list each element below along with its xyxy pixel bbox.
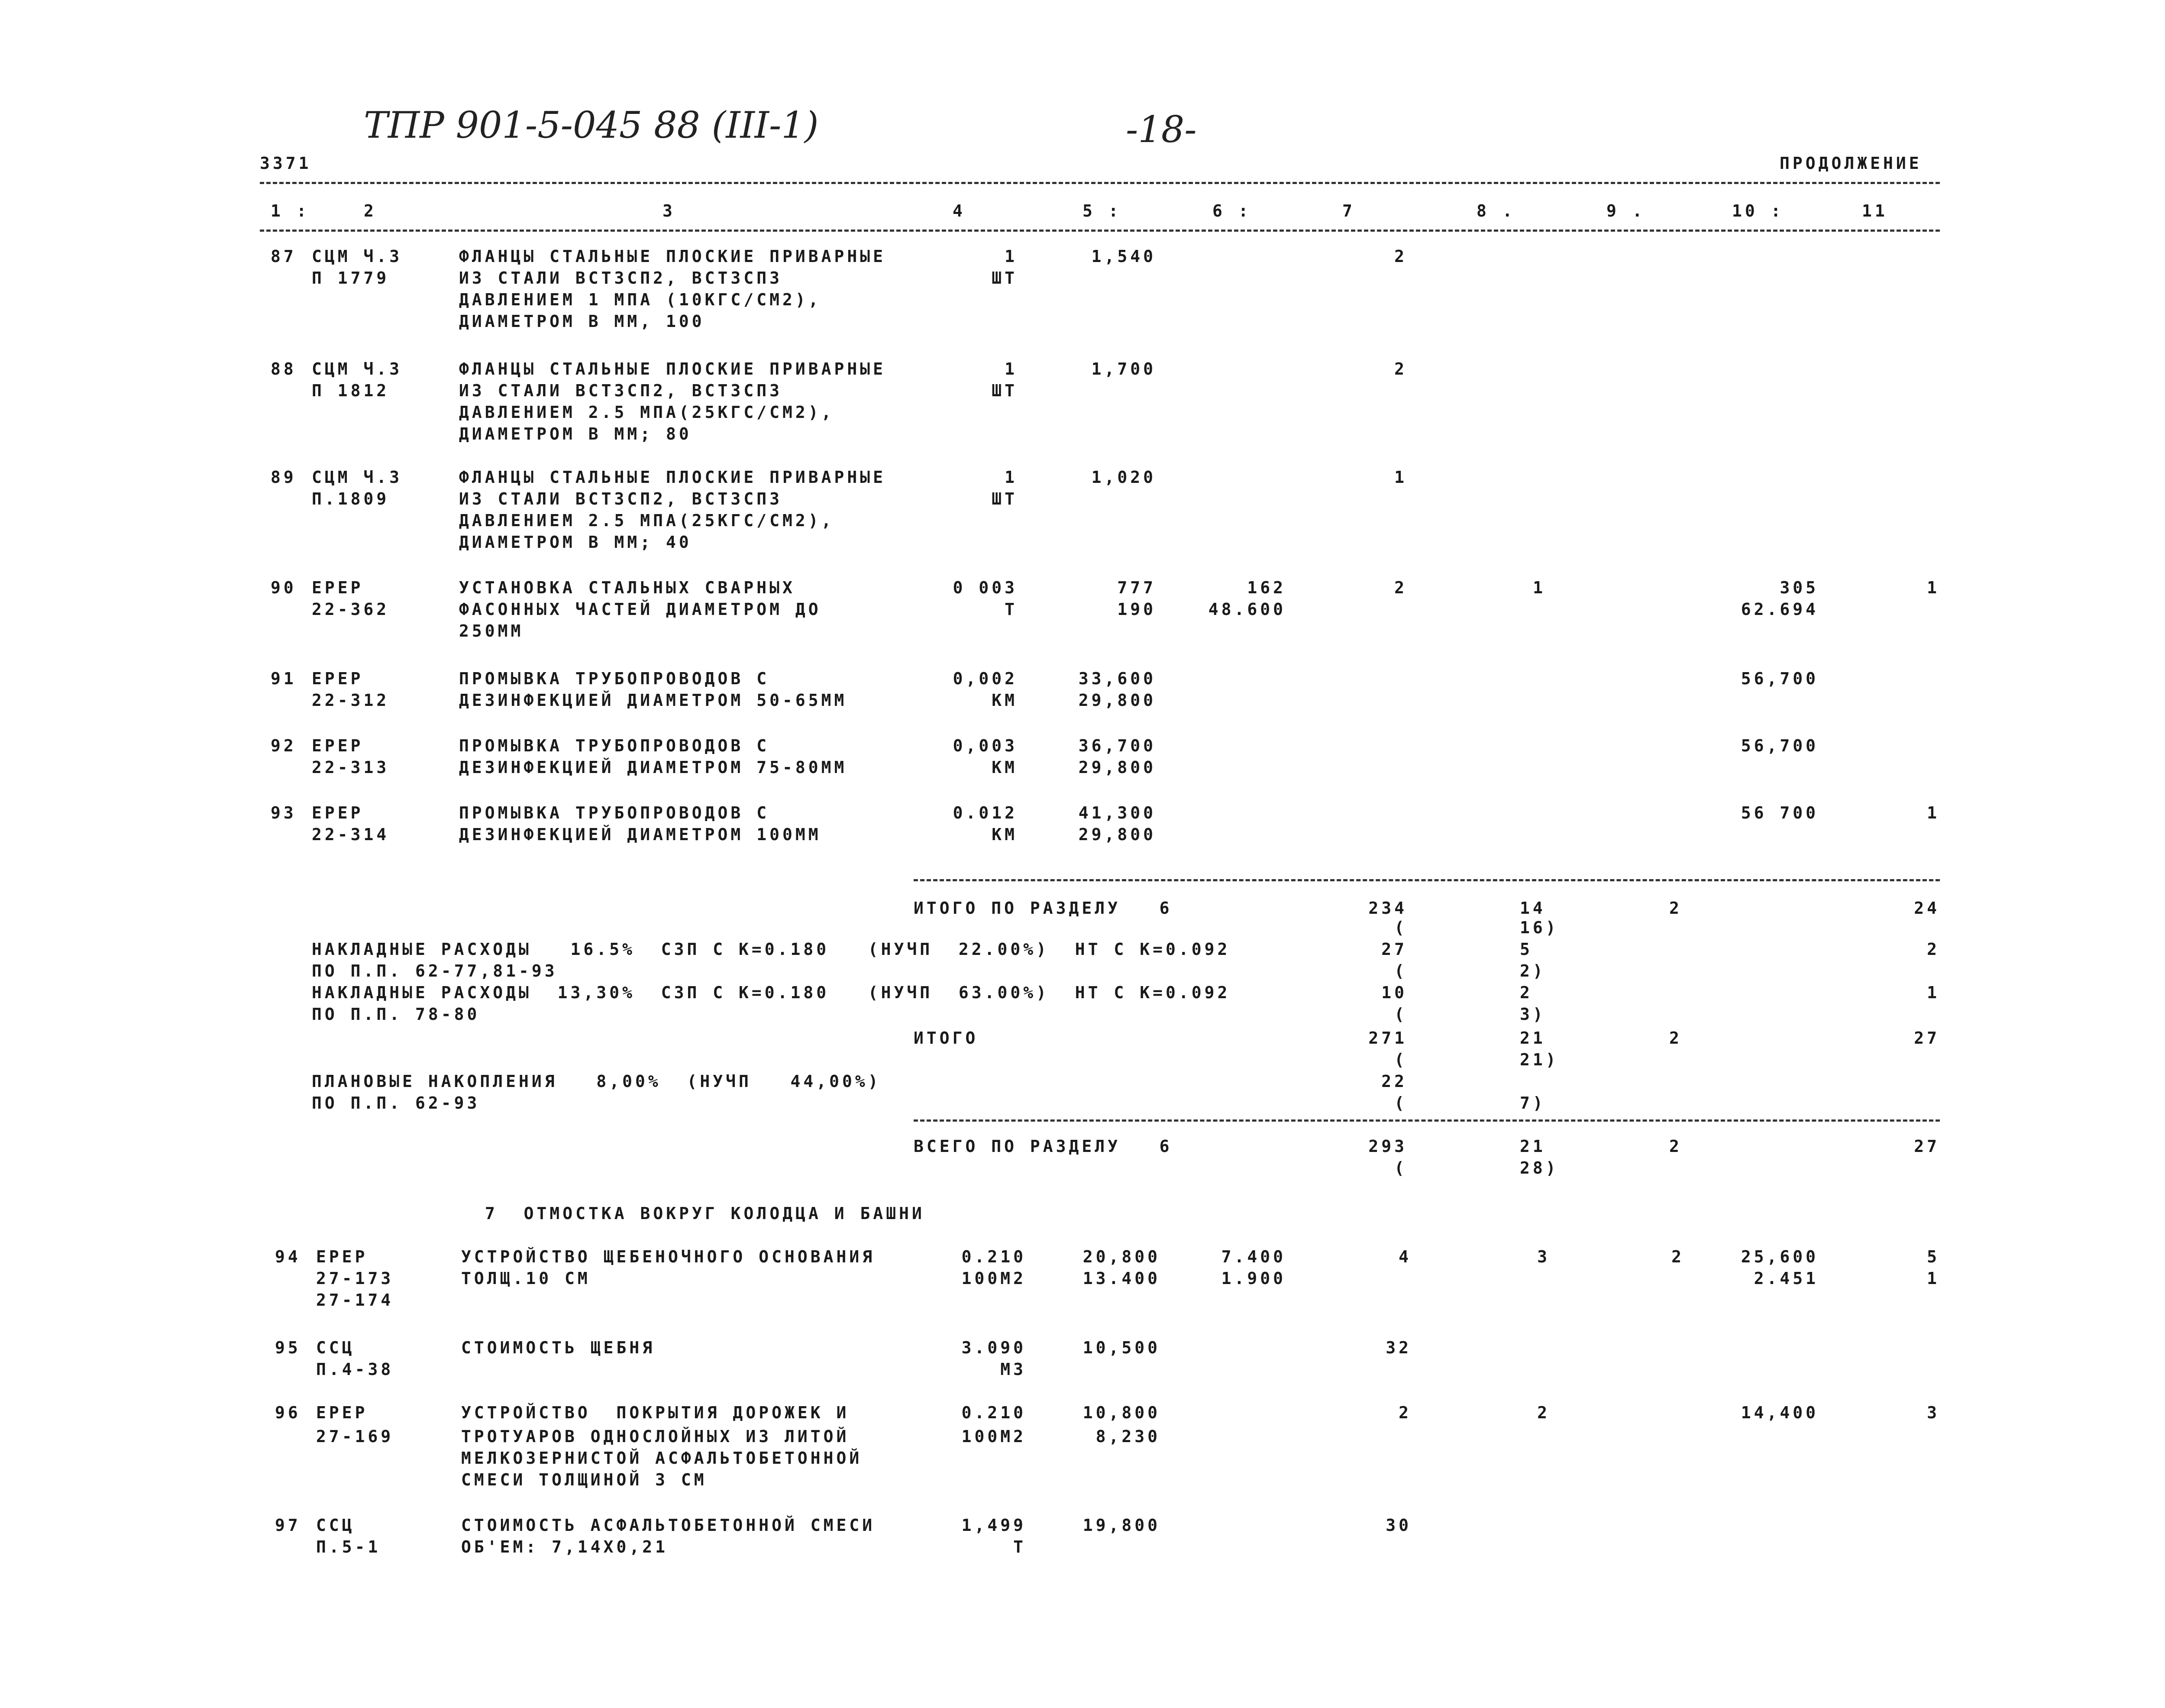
- row-desc: ИЗ СТАЛИ ВСТ3СП2, ВСТ3СП3: [459, 489, 782, 508]
- row-desc: ДЕЗИНФЕКЦИЕЙ ДИАМЕТРОМ 75-80ММ: [459, 758, 847, 777]
- row-c5: 8,230: [1095, 1427, 1160, 1446]
- row-c10: 56 700: [1741, 803, 1819, 822]
- row-code: 27-173: [316, 1269, 394, 1288]
- row-code: ССЦ: [316, 1338, 355, 1357]
- row-desc: ФЛАНЦЫ СТАЛЬНЫЕ ПЛОСКИЕ ПРИВАРНЫЕ: [459, 247, 886, 266]
- row-number: 88: [271, 359, 297, 378]
- row-desc: ФЛАНЦЫ СТАЛЬНЫЕ ПЛОСКИЕ ПРИВАРНЫЕ: [459, 468, 886, 487]
- row-unit: ШТ: [992, 268, 1018, 288]
- row-desc: ТОЛЩ.10 СМ: [461, 1269, 591, 1288]
- row-number: 91: [271, 669, 297, 688]
- row-c7: 2: [1394, 247, 1407, 266]
- col-header-8: 8 .: [1477, 201, 1516, 220]
- row-qty: 0,003: [953, 736, 1018, 755]
- row-qty: 1: [1005, 247, 1018, 266]
- row-qty: 1: [1005, 359, 1018, 378]
- row-c10: 62.694: [1741, 600, 1819, 619]
- summary-top-rule: [914, 879, 1940, 881]
- summary-c8: 3): [1520, 1005, 1546, 1024]
- col-header-9: 9 .: [1606, 201, 1645, 220]
- row-c7: 2: [1394, 359, 1407, 378]
- row-c5: 41,300: [1078, 803, 1156, 822]
- summary-text: НАКЛАДНЫЕ РАСХОДЫ 13,30% СЗП С К=0.180 (НУЧП 63.00%) НТ С К=0.092: [312, 983, 1231, 1002]
- row-c5: 29,800: [1078, 691, 1156, 710]
- row-c11: 1: [1927, 578, 1940, 597]
- row-unit: Т: [1013, 1537, 1026, 1556]
- summary-c8: 7): [1520, 1093, 1546, 1113]
- summary-c7: (: [1394, 1158, 1407, 1177]
- summary-mid-rule: [914, 1119, 1940, 1122]
- page-number: -18-: [1126, 108, 1197, 151]
- row-number: 95: [275, 1338, 301, 1357]
- row-c10: 14,400: [1741, 1403, 1819, 1422]
- summary-text: ПО П.П. 78-80: [312, 1005, 480, 1024]
- row-code: П 1812: [312, 381, 390, 400]
- row-c7: 30: [1386, 1516, 1412, 1535]
- row-desc: МЕЛКОЗЕРНИСТОЙ АСФАЛЬТОБЕТОННОЙ: [461, 1449, 863, 1468]
- header-bottom-rule: [260, 230, 1940, 232]
- row-code: П.5-1: [316, 1537, 381, 1556]
- row-code: СЦМ Ч.3: [312, 359, 403, 378]
- row-qty: 0 003: [953, 578, 1018, 597]
- row-code: 27-169: [316, 1427, 394, 1446]
- col-header-7: 7: [1342, 201, 1355, 220]
- col-header-6: 6 :: [1212, 201, 1251, 220]
- row-unit: Т: [1005, 600, 1018, 619]
- row-desc: СТОИМОСТЬ ЩЕБНЯ: [461, 1338, 656, 1357]
- col-header-2: 2: [364, 201, 377, 220]
- row-c6: 1.900: [1221, 1269, 1286, 1288]
- row-code: П 1779: [312, 268, 390, 288]
- row-c5: 1,540: [1091, 247, 1156, 266]
- row-c5: 29,800: [1078, 758, 1156, 777]
- col-header-1: 1 :: [271, 201, 310, 220]
- section-title: 7 ОТМОСТКА ВОКРУГ КОЛОДЦА И БАШНИ: [485, 1204, 925, 1223]
- row-desc: ДИАМЕТРОМ В ММ, 100: [459, 312, 705, 331]
- row-code: СЦМ Ч.3: [312, 247, 403, 266]
- row-unit: КМ: [992, 691, 1018, 710]
- row-unit: 100М2: [961, 1269, 1026, 1288]
- row-qty: 3.090: [961, 1338, 1026, 1357]
- row-desc: УСТАНОВКА СТАЛЬНЫХ СВАРНЫХ: [459, 578, 795, 597]
- row-c7: 1: [1394, 468, 1407, 487]
- row-number: 90: [271, 578, 297, 597]
- summary-c9: 2: [1669, 1137, 1682, 1156]
- summary-c11: 24: [1914, 899, 1940, 918]
- summary-c11: 2: [1927, 940, 1940, 959]
- summary-c7: 234: [1368, 899, 1407, 918]
- row-unit: КМ: [992, 825, 1018, 844]
- row-desc: ДЕЗИНФЕКЦИЕЙ ДИАМЕТРОМ 100ММ: [459, 825, 821, 844]
- row-c11: 1: [1927, 1269, 1940, 1288]
- row-unit: М3: [1000, 1360, 1026, 1379]
- row-number: 94: [275, 1247, 301, 1266]
- row-desc: ДАВЛЕНИЕМ 2.5 МПА(25КГС/СМ2),: [459, 403, 834, 422]
- row-c10: 25,600: [1741, 1247, 1819, 1266]
- summary-label: ВСЕГО ПО РАЗДЕЛУ 6: [914, 1137, 1173, 1156]
- summary-c9: 2: [1669, 1029, 1682, 1048]
- col-header-5: 5 :: [1082, 201, 1121, 220]
- summary-text: ПО П.П. 62-93: [312, 1093, 480, 1113]
- row-c5: 36,700: [1078, 736, 1156, 755]
- summary-c8: 16): [1520, 918, 1559, 937]
- summary-c8: 21): [1520, 1050, 1559, 1069]
- summary-label: ИТОГО ПО РАЗДЕЛУ 6: [914, 899, 1173, 918]
- row-number: 93: [271, 803, 297, 822]
- summary-c7: (: [1394, 1005, 1407, 1024]
- row-c5: 10,800: [1082, 1403, 1160, 1422]
- row-qty: 0,002: [953, 669, 1018, 688]
- row-c6: 162: [1247, 578, 1286, 597]
- row-c7: 2: [1399, 1403, 1412, 1422]
- row-c5: 33,600: [1078, 669, 1156, 688]
- row-c11: 3: [1927, 1403, 1940, 1422]
- row-desc: СТОИМОСТЬ АСФАЛЬТОБЕТОННОЙ СМЕСИ: [461, 1516, 876, 1535]
- summary-text: ПО П.П. 62-77,81-93: [312, 961, 558, 980]
- row-c8: 2: [1537, 1403, 1550, 1422]
- row-desc: ПРОМЫВКА ТРУБОПРОВОДОВ С: [459, 803, 770, 822]
- row-unit: ШТ: [992, 489, 1018, 508]
- row-number: 87: [271, 247, 297, 266]
- row-code: ЕРЕР: [316, 1403, 368, 1422]
- row-qty: 1,499: [961, 1516, 1026, 1535]
- row-c10: 2.451: [1754, 1269, 1819, 1288]
- summary-c7: 271: [1368, 1029, 1407, 1048]
- row-desc: ДАВЛЕНИЕМ 2.5 МПА(25КГС/СМ2),: [459, 511, 834, 530]
- row-c8: 3: [1537, 1247, 1550, 1266]
- row-c5: 20,800: [1082, 1247, 1160, 1266]
- row-desc: УСТРОЙСТВО ПОКРЫТИЯ ДОРОЖЕК И: [461, 1403, 850, 1422]
- col-header-10: 10 :: [1732, 201, 1784, 220]
- col-header-3: 3: [662, 201, 675, 220]
- row-unit: КМ: [992, 758, 1018, 777]
- row-qty: 1: [1005, 468, 1018, 487]
- summary-c8: 21: [1520, 1137, 1546, 1156]
- row-desc: ДИАМЕТРОМ В ММ; 40: [459, 533, 692, 552]
- row-code: ЕРЕР: [312, 803, 364, 822]
- summary-text: ПЛАНОВЫЕ НАКОПЛЕНИЯ 8,00% (НУЧП 44,00%): [312, 1072, 881, 1091]
- row-code: 27-174: [316, 1291, 394, 1310]
- row-desc: ФЛАНЦЫ СТАЛЬНЫЕ ПЛОСКИЕ ПРИВАРНЫЕ: [459, 359, 886, 378]
- row-c5: 13.400: [1082, 1269, 1160, 1288]
- row-c7: 2: [1394, 578, 1407, 597]
- summary-text: НАКЛАДНЫЕ РАСХОДЫ 16.5% СЗП С К=0.180 (НУЧП 22.00%) НТ С К=0.092: [312, 940, 1231, 959]
- row-c5: 1,700: [1091, 359, 1156, 378]
- row-number: 89: [271, 468, 297, 487]
- row-desc: ДАВЛЕНИЕМ 1 МПА (10КГС/СМ2),: [459, 290, 821, 309]
- row-c5: 190: [1117, 600, 1156, 619]
- summary-c8: 28): [1520, 1158, 1559, 1177]
- summary-c8: 2): [1520, 961, 1546, 980]
- row-c10: 56,700: [1741, 736, 1819, 755]
- row-desc: УСТРОЙСТВО ЩЕБЕНОЧНОГО ОСНОВАНИЯ: [461, 1247, 876, 1266]
- row-c5: 10,500: [1082, 1338, 1160, 1357]
- summary-c8: 14: [1520, 899, 1546, 918]
- row-desc: ДЕЗИНФЕКЦИЕЙ ДИАМЕТРОМ 50-65ММ: [459, 691, 847, 710]
- row-c8: 1: [1533, 578, 1546, 597]
- summary-c11: 27: [1914, 1029, 1940, 1048]
- row-c6: 7.400: [1221, 1247, 1286, 1266]
- row-number: 92: [271, 736, 297, 755]
- row-code: 22-312: [312, 691, 390, 710]
- summary-c8: 21: [1520, 1029, 1546, 1048]
- row-unit: ШТ: [992, 381, 1018, 400]
- summary-c9: 2: [1669, 899, 1682, 918]
- summary-label: ИТОГО: [914, 1029, 979, 1048]
- row-qty: 0.210: [961, 1403, 1026, 1422]
- row-number: 97: [275, 1516, 301, 1535]
- row-qty: 0.210: [961, 1247, 1026, 1266]
- row-desc: ДИАМЕТРОМ В ММ; 80: [459, 424, 692, 443]
- row-code: ЕРЕР: [316, 1247, 368, 1266]
- row-code: ЕРЕР: [312, 578, 364, 597]
- row-c10: 305: [1780, 578, 1819, 597]
- summary-c7: 10: [1381, 983, 1407, 1002]
- row-c5: 1,020: [1091, 468, 1156, 487]
- row-c11: 1: [1927, 803, 1940, 822]
- summary-c7: 27: [1381, 940, 1407, 959]
- summary-c7: 293: [1368, 1137, 1407, 1156]
- summary-c7: (: [1394, 918, 1407, 937]
- row-code: П.4-38: [316, 1360, 394, 1379]
- doc-code: ТПР 901-5-045 88 (III-1): [364, 104, 819, 146]
- row-desc: 250ММ: [459, 621, 524, 640]
- row-qty: 0.012: [953, 803, 1018, 822]
- row-c5: 19,800: [1082, 1516, 1160, 1535]
- row-code: ЕРЕР: [312, 669, 364, 688]
- continuation-label: ПРОДОЛЖЕНИЕ: [1780, 154, 1922, 173]
- summary-c8: 5: [1520, 940, 1533, 959]
- row-code: 22-314: [312, 825, 390, 844]
- row-desc: ПРОМЫВКА ТРУБОПРОВОДОВ С: [459, 736, 770, 755]
- row-desc: ОБ'ЕМ: 7,14Х0,21: [461, 1537, 669, 1556]
- row-code: 22-313: [312, 758, 390, 777]
- row-c11: 5: [1927, 1247, 1940, 1266]
- row-c5: 29,800: [1078, 825, 1156, 844]
- row-code: ЕРЕР: [312, 736, 364, 755]
- row-desc: СМЕСИ ТОЛЩИНОЙ 3 СМ: [461, 1470, 707, 1489]
- row-unit: 100М2: [961, 1427, 1026, 1446]
- summary-c7: (: [1394, 961, 1407, 980]
- col-header-4: 4: [953, 201, 966, 220]
- summary-c11: 27: [1914, 1137, 1940, 1156]
- row-c10: 56,700: [1741, 669, 1819, 688]
- summary-c7: 22: [1381, 1072, 1407, 1091]
- row-code: П.1809: [312, 489, 390, 508]
- row-c9: 2: [1671, 1247, 1684, 1266]
- summary-c7: (: [1394, 1093, 1407, 1113]
- row-code: 22-362: [312, 600, 390, 619]
- sheet-code: 3371: [260, 154, 312, 173]
- row-c7: 32: [1386, 1338, 1412, 1357]
- row-c5: 777: [1117, 578, 1156, 597]
- row-c6: 48.600: [1208, 600, 1286, 619]
- col-header-11: 11: [1862, 201, 1888, 220]
- header-top-rule: [260, 182, 1940, 184]
- row-number: 96: [275, 1403, 301, 1422]
- row-desc: ИЗ СТАЛИ ВСТ3СП2, ВСТ3СП3: [459, 268, 782, 288]
- row-desc: ФАСОННЫХ ЧАСТЕЙ ДИАМЕТРОМ ДО: [459, 600, 821, 619]
- row-code: ССЦ: [316, 1516, 355, 1535]
- row-c7: 4: [1399, 1247, 1412, 1266]
- row-desc: ТРОТУАРОВ ОДНОСЛОЙНЫХ ИЗ ЛИТОЙ: [461, 1427, 850, 1446]
- row-desc: ИЗ СТАЛИ ВСТ3СП2, ВСТ3СП3: [459, 381, 782, 400]
- row-code: СЦМ Ч.3: [312, 468, 403, 487]
- summary-c7: (: [1394, 1050, 1407, 1069]
- summary-c8: 2: [1520, 983, 1533, 1002]
- summary-c11: 1: [1927, 983, 1940, 1002]
- row-desc: ПРОМЫВКА ТРУБОПРОВОДОВ С: [459, 669, 770, 688]
